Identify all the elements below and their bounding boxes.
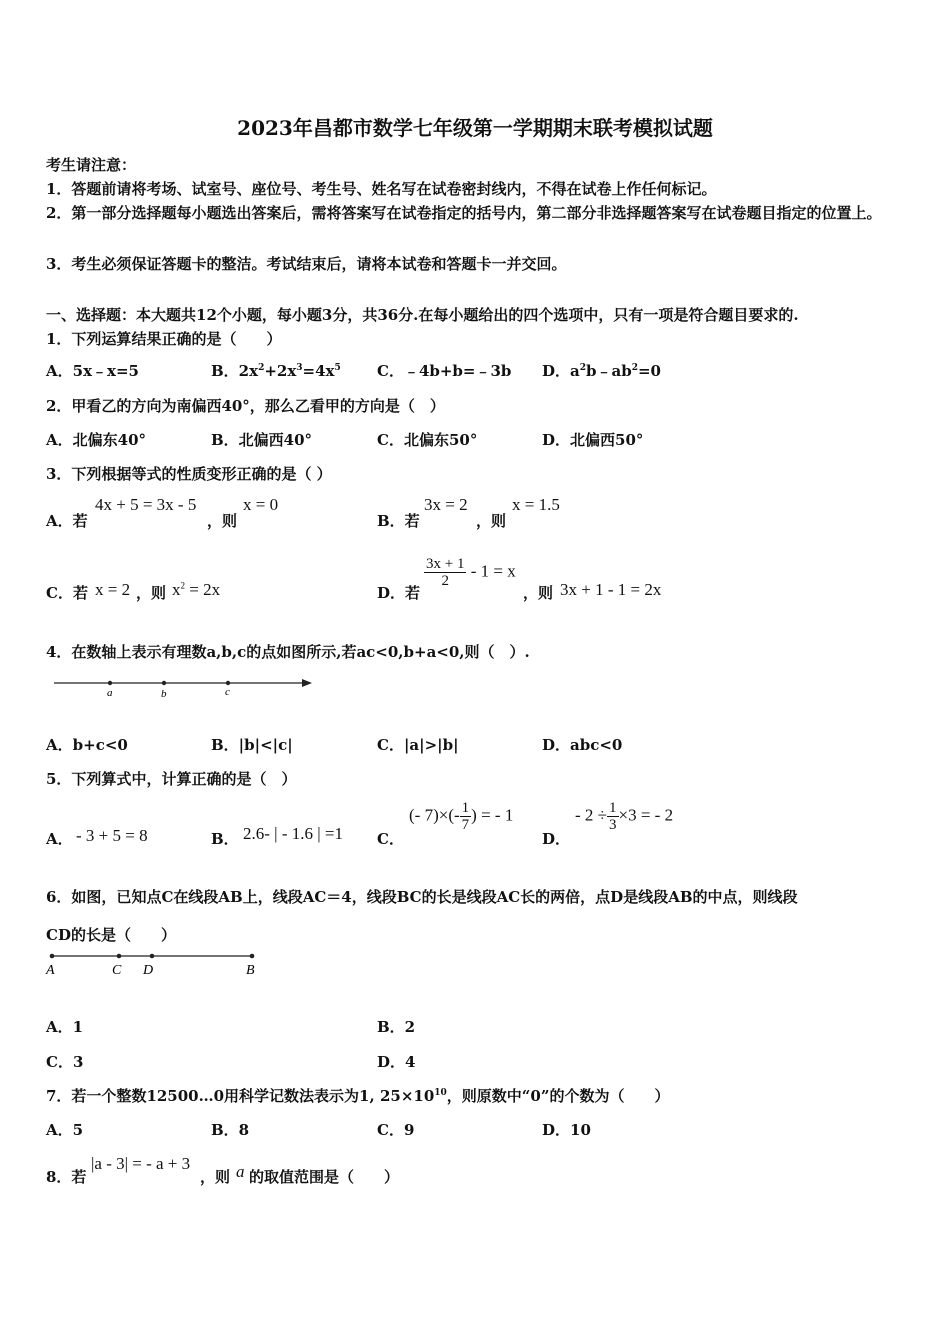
q6-option-c: C．3 — [46, 1053, 84, 1071]
q3-option-c-label: C．若 — [46, 584, 88, 602]
q7-option-b: B．8 — [211, 1121, 250, 1139]
q1-stem: 1．下列运算结果正确的是（ ） — [46, 330, 282, 348]
q5-stem: 5．下列算式中，计算正确的是（ ） — [46, 770, 297, 788]
q3-option-c-eq1: x = 2 — [95, 580, 131, 599]
q1-option-b: B．$2x^2+2x^3=4x^5$ — [211, 362, 341, 380]
label-a: a — [107, 687, 113, 699]
q6-option-b: B．2 — [377, 1018, 416, 1036]
q4-option-b: B．|b|<|c| — [211, 736, 293, 754]
q4-stem: 4．在数轴上表示有理数a,b,c的点如图所示,若ac<0,b+a<0,则（ ）. — [46, 643, 530, 661]
label-b: b — [161, 688, 167, 700]
q6-option-a: A．1 — [46, 1018, 84, 1036]
q2-option-a: A．北偏东40° — [46, 431, 147, 449]
q3-option-c-eq2: $x^2 = 2x$ — [172, 580, 221, 599]
q5-option-b-expr: 2.6- | - 1.6 | =1 — [243, 824, 343, 843]
q2-option-b: B．北偏西40° — [211, 431, 313, 449]
q8-end: 的取值范围是（ ） — [249, 1168, 400, 1186]
page-title: 2023年昌都市数学七年级第一学期期末联考模拟试题 — [237, 116, 713, 140]
point-A — [50, 954, 55, 959]
q1-option-d: D．$a^2b﹣ab^2=0$ — [542, 362, 661, 380]
notice-item-3: 3．考生必须保证答题卡的整洁。考试结束后，请将本试卷和答题卡一并交回。 — [46, 255, 567, 273]
q1-option-a: A．5x﹣x=5 — [46, 362, 139, 380]
point-c — [226, 681, 230, 685]
q3-option-c-then: ，则 — [136, 584, 167, 602]
q3-option-b-then: ，则 — [476, 512, 507, 530]
q2-stem: 2．甲看乙的方向为南偏西40°，那么乙看甲的方向是（ ） — [46, 397, 445, 415]
q5-option-c-expr: (- 7)×(- $\frac{1}{7}$ ) = - 1 — [409, 800, 514, 833]
q5-option-b-label: B． — [211, 830, 239, 848]
label-C: C — [112, 963, 122, 978]
q3-option-b-eq1: 3x = 2 — [424, 495, 468, 514]
point-C — [117, 954, 122, 959]
q3-option-d-label: D．若 — [377, 584, 421, 602]
q8-mid: ，则 — [200, 1168, 231, 1186]
q5-option-d-expr: - 2 ÷ $\frac{1}{3}$ ×3 = - 2 — [575, 800, 674, 833]
q3-option-d-eq1: $\frac{3x + 1}{2}$ - 1 = x — [426, 556, 516, 589]
point-B — [250, 954, 255, 959]
q2-option-d: D．北偏西50° — [542, 431, 644, 449]
q4-option-c: C．|a|>|b| — [377, 736, 459, 754]
q5-option-a-expr: - 3 + 5 = 8 — [76, 826, 148, 845]
q5-option-c-label: C． — [377, 830, 404, 848]
q5-option-a-label: A． — [46, 830, 73, 848]
q3-option-b-eq2: x = 1.5 — [512, 495, 560, 514]
q3-stem: 3．下列根据等式的性质变形正确的是（ ） — [46, 465, 332, 483]
number-line-figure — [50, 672, 320, 702]
q1-option-c: C．﹣4b+b=﹣3b — [377, 362, 512, 380]
q5-option-d-label: D． — [542, 830, 571, 848]
q3-option-a-label: A．若 — [46, 512, 88, 530]
segment-figure — [44, 948, 269, 980]
q3-option-d-then: ，则 — [523, 584, 554, 602]
q6-option-d: D．4 — [377, 1053, 416, 1071]
q8-expr: |a - 3| = - a + 3 — [91, 1154, 191, 1173]
label-c: c — [225, 686, 230, 698]
q7-stem: 7．若一个整数12500…0用科学记数法表示为1, $25\times 10^{10}$，则原数中“0”的个数为（ ） — [46, 1087, 670, 1105]
arrow-head-icon — [302, 679, 312, 687]
label-D: D — [143, 963, 154, 978]
q4-option-a: A．b+c<0 — [46, 736, 128, 754]
q7-option-a: A．5 — [46, 1121, 84, 1139]
point-a — [108, 681, 112, 685]
section-heading: 一、选择题：本大题共12个小题，每小题3分，共36分.在每小题给出的四个选项中，只有一项是符合题目要求的. — [46, 306, 799, 324]
point-D — [150, 954, 155, 959]
point-b — [162, 681, 166, 685]
label-B: B — [246, 963, 255, 978]
q3-option-a-then: ，则 — [207, 512, 238, 530]
notice-item-1: 1．答题前请将考场、试室号、座位号、考生号、姓名写在试卷密封线内，不得在试卷上作任何标记。 — [46, 180, 717, 198]
q2-option-c: C．北偏东50° — [377, 431, 478, 449]
q6-stem-line1: 6．如图，已知点C在线段AB上，线段AC＝4，线段BC的长是线段AC长的两倍，点D是线段AB的中点，则线段 — [46, 888, 798, 906]
q3-option-d-eq2: 3x + 1 - 1 = 2x — [560, 580, 662, 599]
q3-option-a-eq2: x = 0 — [243, 495, 279, 514]
q8-label: 8．若 — [46, 1168, 87, 1186]
q3-option-a-eq1: 4x + 5 = 3x - 5 — [95, 495, 197, 514]
q8-var: a — [236, 1162, 245, 1181]
q7-option-c: C．9 — [377, 1121, 415, 1139]
notice-item-2: 2．第一部分选择题每小题选出答案后，需将答案写在试卷指定的括号内，第二部分非选择题答案写在试卷题目指定的位置上。 — [46, 204, 882, 222]
q6-stem-line2: CD的长是（ ） — [46, 926, 176, 944]
q3-option-b-label: B．若 — [377, 512, 420, 530]
q7-option-d: D．10 — [542, 1121, 591, 1139]
q4-option-d: D．abc<0 — [542, 736, 623, 754]
notice-heading: 考生请注意： — [46, 156, 137, 174]
label-A: A — [46, 963, 55, 978]
